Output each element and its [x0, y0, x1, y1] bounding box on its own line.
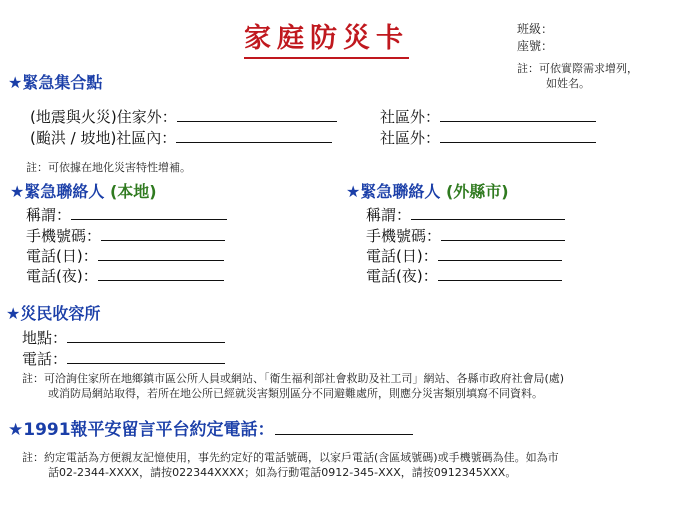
shelter-location-label: 地點：	[22, 329, 68, 347]
assembly-row2-right-blank[interactable]	[440, 128, 596, 143]
local-night-phone-blank[interactable]	[98, 266, 224, 281]
remote-contact-heading	[346, 181, 509, 203]
assembly-row1-right-label: 社區外：	[380, 108, 441, 126]
hotline-heading	[8, 419, 413, 441]
remote-mobile-field	[366, 226, 565, 246]
remote-title-label: 稱謂：	[366, 206, 412, 224]
class-label: 班級：	[517, 22, 554, 36]
shelter-phone-label: 電話：	[22, 350, 68, 368]
assembly-row2-right-label: 社區外：	[380, 129, 441, 147]
remote-day-phone-field	[366, 246, 562, 266]
shelter-heading: ★災民收容所	[6, 304, 101, 323]
hotline-heading-text: ★1991報平安留言平台約定電話：	[8, 420, 275, 440]
assembly-row1-left-blank[interactable]	[177, 107, 337, 122]
remote-title-field	[366, 205, 565, 225]
assembly-row1-right-blank[interactable]	[440, 107, 596, 122]
local-night-phone-field	[26, 266, 224, 286]
assembly-row2-left	[30, 128, 332, 148]
top-note-line1: 註：可依實際需求增列，	[517, 62, 638, 75]
shelter-phone-field	[22, 349, 225, 369]
local-mobile-label: 手機號碼：	[26, 227, 102, 245]
assembly-row2-left-blank[interactable]	[176, 128, 332, 143]
local-day-phone-blank[interactable]	[98, 246, 224, 261]
local-day-phone-field	[26, 246, 224, 266]
local-contact-heading-main: ★緊急聯絡人	[10, 182, 105, 201]
local-title-blank[interactable]	[71, 205, 227, 220]
assembly-row1-left	[30, 107, 337, 127]
remote-night-phone-blank[interactable]	[438, 266, 562, 281]
assembly-row1-right	[380, 107, 596, 127]
local-title-label: 稱謂：	[26, 206, 72, 224]
local-mobile-blank[interactable]	[101, 226, 225, 241]
local-contact-heading	[10, 181, 157, 203]
assembly-row1-left-label: (地震與火災)住家外：	[30, 108, 177, 126]
assembly-note: 註：可依據在地化災害特性增補。	[26, 161, 191, 174]
remote-night-phone-field	[366, 266, 562, 286]
hotline-note-line2: 話02-2344-XXXX，請按022344XXXX；如為行動電話0912-345-XXX，請按0912345XXX。	[48, 466, 517, 479]
local-night-phone-label: 電話(夜)：	[26, 267, 98, 285]
seat-label: 座號：	[517, 39, 554, 53]
top-note-line2: 如姓名。	[546, 77, 590, 90]
shelter-note-line2: 或消防局網站取得，若所在地公所已經就災害類別區分不同避難處所，則應分災害類別填寫不同資料。	[48, 387, 543, 400]
local-contact-heading-sub: (本地)	[109, 182, 157, 201]
remote-mobile-label: 手機號碼：	[366, 227, 442, 245]
hotline-note-line1: 註：約定電話為方便親友記憶使用，事先約定好的電話號碼，以家戶電話(含區域號碼)或手機號碼為佳。如為市	[22, 451, 559, 464]
remote-contact-heading-sub: (外縣市)	[445, 182, 509, 201]
local-day-phone-label: 電話(日)：	[26, 247, 98, 265]
remote-day-phone-label: 電話(日)：	[366, 247, 438, 265]
remote-day-phone-blank[interactable]	[438, 246, 562, 261]
assembly-row2-left-label: (颱洪 / 坡地)社區內：	[30, 129, 177, 147]
local-title-field	[26, 205, 227, 225]
remote-night-phone-label: 電話(夜)：	[366, 267, 438, 285]
shelter-location-blank[interactable]	[67, 328, 225, 343]
assembly-row2-right	[380, 128, 596, 148]
remote-contact-heading-main: ★緊急聯絡人	[346, 182, 441, 201]
shelter-location-field	[22, 328, 225, 348]
local-mobile-field	[26, 226, 225, 246]
shelter-note-line1: 註：可洽詢住家所在地鄉鎮市區公所人員或網站、「衛生福利部社會救助及社工司」網站、各縣市政府社會局(處)	[22, 372, 565, 385]
remote-mobile-blank[interactable]	[441, 226, 565, 241]
shelter-phone-blank[interactable]	[67, 349, 225, 364]
hotline-blank[interactable]	[275, 419, 413, 435]
card-title: 家庭防災卡	[244, 22, 409, 59]
assembly-heading: ★緊急集合點	[8, 73, 103, 92]
remote-title-blank[interactable]	[411, 205, 565, 220]
